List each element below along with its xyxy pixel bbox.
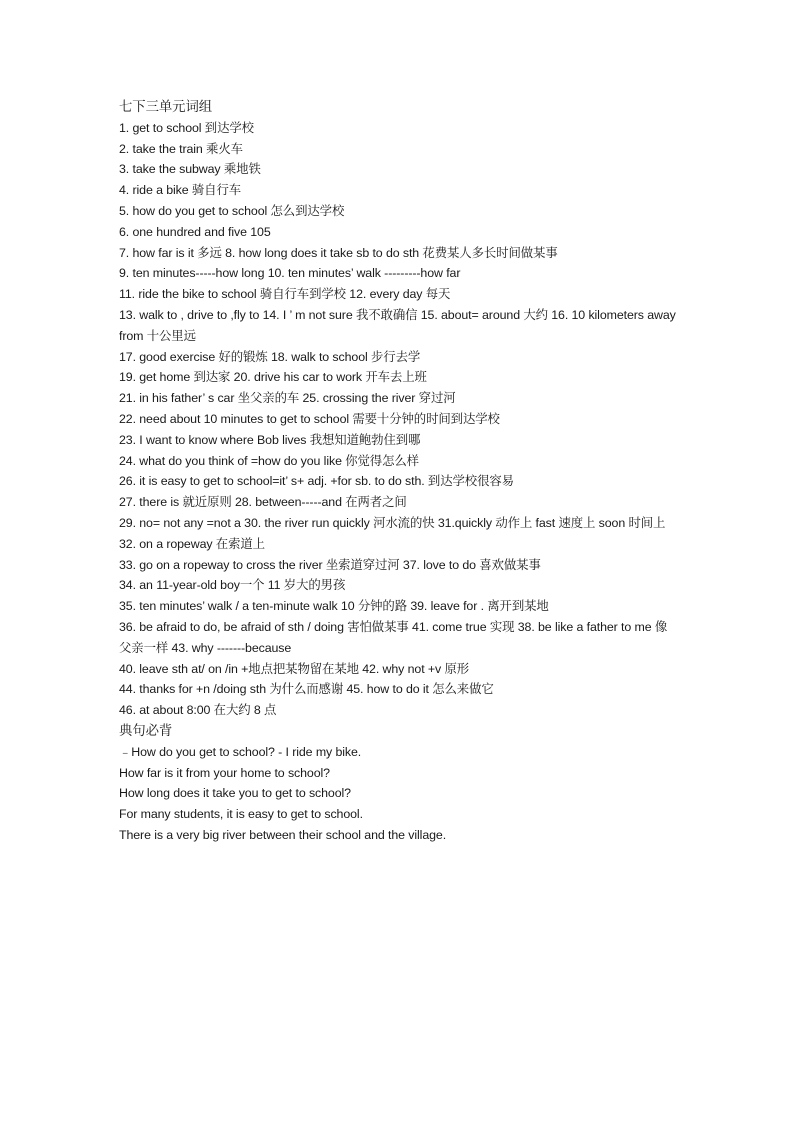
phrase-line: 5. how do you get to school 怎么到达学校 bbox=[119, 203, 345, 218]
phrase-line: 27. there is 就近原则 28. between-----and 在两者之间 bbox=[119, 495, 407, 510]
phrase-line: 44. thanks for +n /doing sth 为什么而感谢 45. how to do it 怎么来做它 bbox=[119, 682, 494, 697]
sentence-line: For many students, it is easy to get to school. bbox=[119, 807, 363, 822]
phrase-line: 11. ride the bike to school 骑自行车到学校 12. every day 每天 bbox=[119, 287, 451, 302]
section-title: 典句必背 bbox=[119, 722, 173, 738]
phrase-line: 29. no= not any =not a 30. the river run quickly 河水流的快 31.quickly 动作上 fast 速度上 soon 时间上 32. on a ropeway 在索道上 bbox=[119, 515, 666, 551]
phrase-line: 6. one hundred and five 105 bbox=[119, 224, 271, 239]
phrase-line: 33. go on a ropeway to cross the river 坐索道穿过河 37. love to do 喜欢做某事 bbox=[119, 557, 541, 572]
phrase-line: 22. need about 10 minutes to get to school 需要十分钟的时间到达学校 bbox=[119, 411, 500, 426]
phrase-line: 4. ride a bike 骑自行车 bbox=[119, 183, 242, 198]
sentence-line: There is a very big river between their school and the village. bbox=[119, 827, 447, 842]
phrase-line: 40. leave sth at/ on /in +地点把某物留在某地 42. why not +v 原形 bbox=[119, 661, 470, 676]
phrase-line: 2. take the train 乘火车 bbox=[119, 141, 243, 156]
phrase-line: 34. an 11-year-old boy一个 11 岁大的男孩 bbox=[119, 578, 346, 593]
sentence-line: How long does it take you to get to school? bbox=[119, 786, 351, 801]
phrase-line: 9. ten minutes-----how long 10. ten minutes’ walk ---------how far bbox=[119, 266, 461, 281]
phrase-line: 23. I want to know where Bob lives 我想知道鲍勃住到哪 bbox=[119, 432, 421, 447]
sentence-line: ﹣How do you get to school? - I ride my bike. bbox=[119, 744, 362, 759]
phrase-line: 13. walk to , drive to ,fly to 14. I ’ m not sure 我不敢确信 15. about= around 大约 16. 10 kilometers away from 十公里远 bbox=[119, 307, 676, 343]
sentence-line: How far is it from your home to school? bbox=[119, 765, 330, 780]
document-title: 七下三单元词组 bbox=[119, 99, 213, 114]
phrase-line: 26. it is easy to get to school=it’ s+ adj. +for sb. to do sth. 到达学校很容易 bbox=[119, 474, 514, 489]
phrase-line: 1. get to school 到达学校 bbox=[119, 120, 254, 135]
phrase-line: 46. at about 8:00 在大约 8 点 bbox=[119, 703, 277, 718]
phrase-line: 36. be afraid to do, be afraid of sth / doing 害怕做某事 41. come true 实现 38. be like a father to me 像父亲一样 43. why -------because bbox=[119, 619, 668, 655]
phrase-line: 24. what do you think of =how do you like 你觉得怎么样 bbox=[119, 453, 419, 468]
phrase-line: 17. good exercise 好的锻炼 18. walk to school 步行去学 bbox=[119, 349, 421, 364]
phrase-line: 21. in his father’ s car 坐父亲的车 25. crossing the river 穿过河 bbox=[119, 391, 456, 406]
phrase-line: 3. take the subway 乘地铁 bbox=[119, 162, 261, 177]
phrase-line: 35. ten minutes’ walk / a ten-minute walk 10 分钟的路 39. leave for . 离开到某地 bbox=[119, 599, 549, 614]
phrase-line: 19. get home 到达家 20. drive his car to work 开车去上班 bbox=[119, 370, 427, 385]
phrase-line: 7. how far is it 多远 8. how long does it take sb to do sth 花费某人多长时间做某事 bbox=[119, 245, 558, 260]
document-body bbox=[119, 97, 679, 846]
